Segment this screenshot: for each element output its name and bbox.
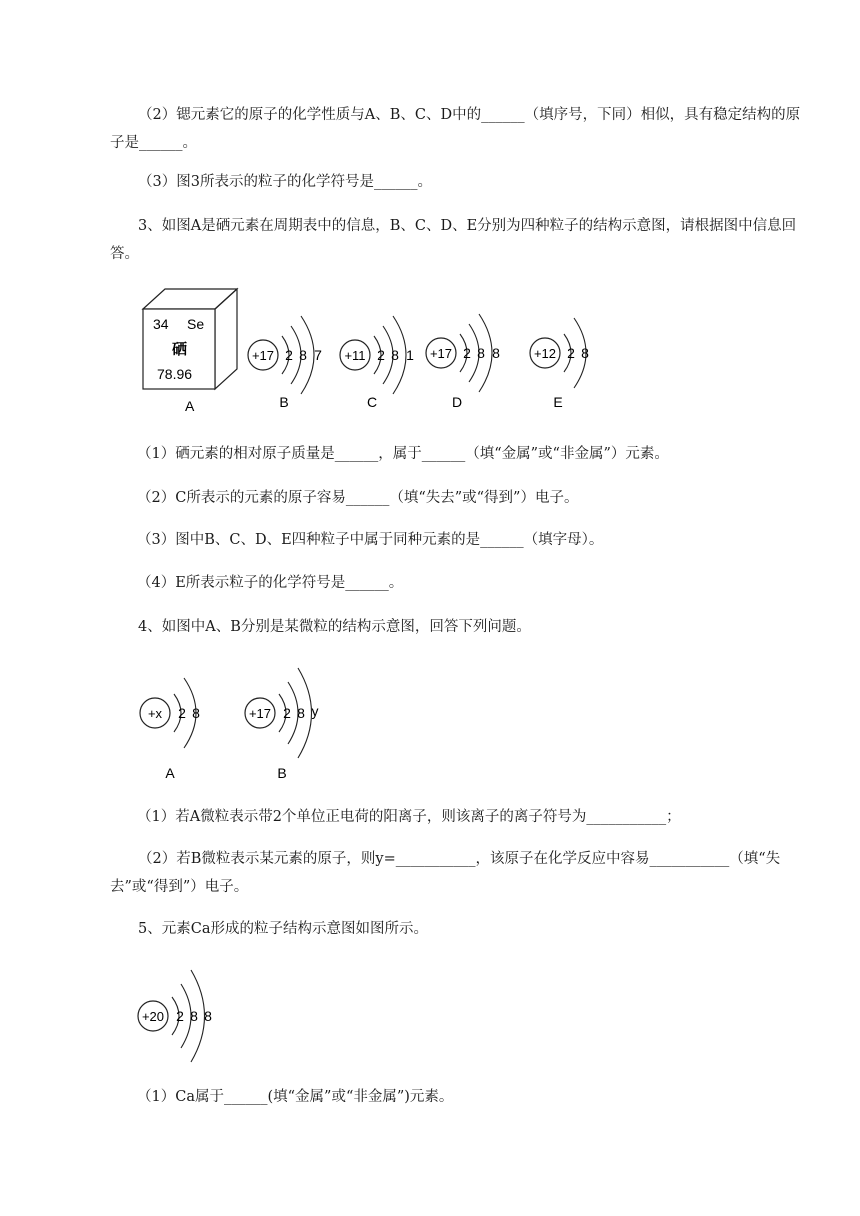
q3-sub3: （3）图中B、C、D、E四种粒子中属于同种元素的是______（填字母）。 [137,532,604,548]
particle-d-shell-2: 8 [477,345,485,361]
particle-c-diagram [338,300,428,419]
particle-e-diagram [528,298,608,417]
q4-sub2: （2）若B微粒表示某元素的原子，则y=___________，该原子在化学反应中容易___________（填“失去”或“得到”）电子。 [110,851,781,895]
element-symbol: Se [187,316,205,332]
q4-particle-b-shell-2: 8 [297,705,305,721]
particle-c-nucleus: +11 [344,348,366,363]
element-atomic-number: 34 [153,316,169,332]
particle-b-shell-3: 7 [314,347,322,363]
particle-e-shell-2: 8 [581,345,589,361]
q4-particle-b-label: B [277,765,287,781]
element-box-drawing [135,285,245,415]
particle-d-shell-1: 2 [463,345,471,361]
element-mass: 78.96 [157,366,193,382]
q4-particle-a-diagram [138,660,218,789]
particle-c-shell-1: 2 [377,347,385,363]
particle-d-diagram [424,298,514,417]
q4-particle-a-nucleus: +x [147,706,163,721]
q5-particle-diagram [136,960,226,1074]
particle-d-nucleus: +17 [429,346,453,361]
particle-e-label: E [553,394,563,410]
particle-b-label: B [279,394,289,410]
particle-c-shell-2: 8 [391,347,399,363]
q5-sub1: （1）Ca属于______(填“金属”或“非金属”)元素。 [137,1089,454,1105]
q3-sub1: （1）硒元素的相对原子质量是______，属于______（填“金属”或“非金属”）元素。 [137,446,669,462]
particle-e-shell-1: 2 [567,345,575,361]
element-box-figure [135,285,245,415]
particle-e-nucleus: +12 [533,346,557,361]
particle-d-shell-3: 8 [492,345,500,361]
q5-particle-shell-1: 2 [176,1008,184,1024]
q2-sub2: （2）锶元素它的原子的化学性质与A、B、C、D中的______（填序号，下同）相似，具有稳定结构的原子是______。 [110,107,801,151]
figure-label-a: A [185,398,195,414]
element-name: 硒 [172,341,188,358]
q4-particle-b-shell-1: 2 [283,705,291,721]
particle-b-shell-2: 8 [299,347,307,363]
particle-b-diagram [246,300,336,419]
q4-sub1: （1）若A微粒表示带2个单位正电荷的阳离子，则该离子的离子符号为___________； [137,809,681,825]
q5-stem: 5、元素Ca形成的粒子结构示意图如图所示。 [138,921,428,937]
particle-b-shell-1: 2 [285,347,293,363]
q4-particle-b-nucleus: +17 [248,706,272,721]
q3-sub2: （2）C所表示的元素的原子容易______（填“失去”或“得到”）电子。 [137,490,579,506]
q4-particle-a-shell-2: 8 [192,705,200,721]
particle-d-label: D [451,394,463,410]
q4-particle-b-diagram [243,660,333,789]
q4-particle-a-label: A [165,765,175,781]
q4-particle-a-shell-1: 2 [178,705,186,721]
q2-sub3: （3）图3所表示的粒子的化学符号是______。 [138,174,432,190]
q4-stem: 4、如图中A、B分别是某微粒的结构示意图，回答下列问题。 [138,619,531,635]
particle-b-nucleus: +17 [251,348,275,363]
q5-particle-shell-3: 8 [204,1008,212,1024]
particle-c-label: C [366,394,378,410]
q3-stem: 3、如图A是硒元素在周期表中的信息，B、C、D、E分别为四种粒子的结构示意图，请根据图中信息回答。 [110,218,797,262]
q5-particle-nucleus: +20 [141,1009,165,1024]
particle-c-shell-3: 1 [406,347,414,363]
q4-particle-b-shell-3: y [311,703,319,719]
q3-sub4: （4）E所表示粒子的化学符号是______。 [137,575,404,591]
q5-particle-shell-2: 8 [190,1008,198,1024]
